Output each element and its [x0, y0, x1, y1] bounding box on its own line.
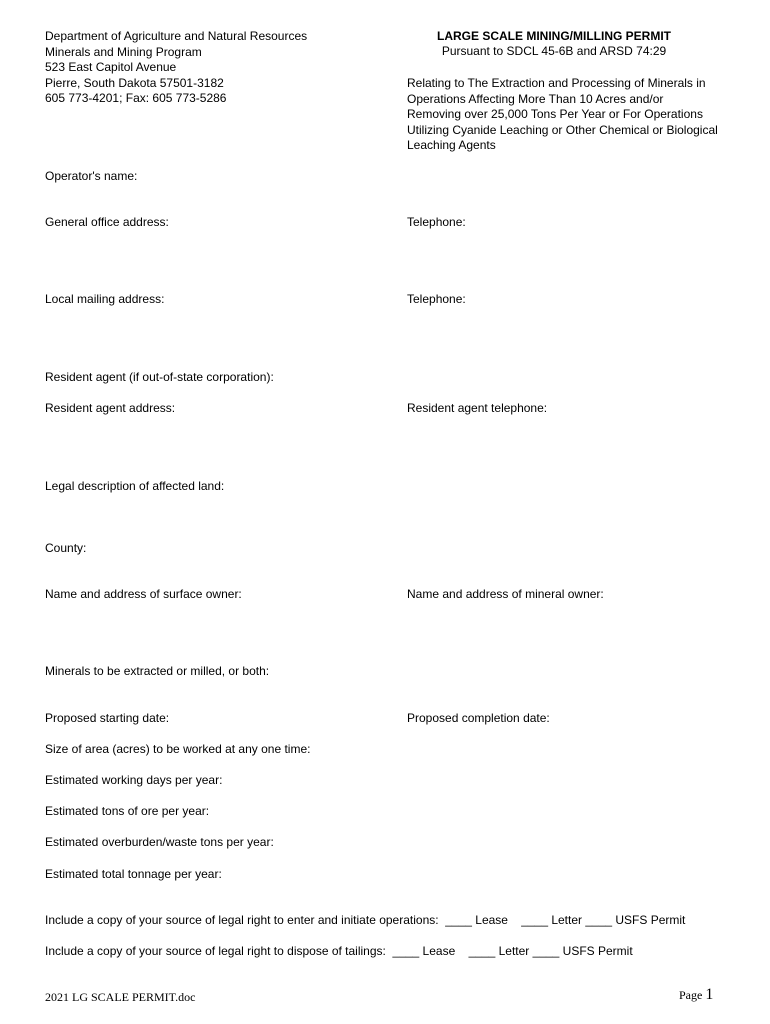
- footer-filename: 2021 LG SCALE PERMIT.doc: [45, 990, 196, 1004]
- telephone-label: Telephone:: [407, 292, 466, 306]
- telephone-label: Telephone:: [407, 215, 466, 229]
- general-office-address-label: General office address:: [45, 215, 169, 229]
- mineral-owner-label: Name and address of mineral owner:: [407, 587, 604, 601]
- resident-agent-telephone-label: Resident agent telephone:: [407, 401, 548, 415]
- operator-name-label: Operator's name:: [45, 169, 138, 183]
- overburden-tons-label: Estimated overburden/waste tons per year:: [45, 835, 274, 849]
- footer-page: [679, 987, 713, 1004]
- description-line: Removing over 25,000 Tons Per Year or For Operations: [407, 107, 703, 121]
- legal-right-tailings-line: Include a copy of your source of legal right to dispose of tailings: ____ Lease ____ Letter ____ USFS Permit: [45, 944, 633, 958]
- starting-date-label: Proposed starting date:: [45, 711, 170, 725]
- agency-line: Department of Agriculture and Natural Resources: [45, 29, 308, 43]
- description-line: Operations Affecting More Than 10 Acres and/or: [407, 91, 664, 106]
- description-line: Leaching Agents: [407, 138, 496, 152]
- total-tonnage-label: Estimated total tonnage per year:: [45, 867, 222, 881]
- legal-description-label: Legal description of affected land:: [45, 479, 225, 493]
- agency-line: Pierre, South Dakota 57501-3182: [45, 75, 224, 90]
- permit-description: [407, 76, 718, 154]
- minerals-label: Minerals to be extracted or milled, or both:: [45, 664, 270, 678]
- county-label: County:: [45, 541, 87, 555]
- working-days-label: Estimated working days per year:: [45, 773, 223, 787]
- area-size-label: Size of area (acres) to be worked at any one time:: [45, 742, 311, 756]
- page-number: 1: [705, 986, 714, 1003]
- description-line: Relating to The Extraction and Processing of Minerals in: [407, 76, 706, 90]
- description-line: Utilizing Cyanide Leaching or Other Chemical or Biological: [407, 122, 718, 137]
- permit-subtitle: Pursuant to SDCL 45-6B and ARSD 74:29: [441, 44, 667, 58]
- legal-right-operations-line: Include a copy of your source of legal right to enter and initiate operations: ____ Lease ____ Letter ____ USFS Permit: [45, 913, 686, 927]
- agency-line: Minerals and Mining Program: [45, 44, 202, 59]
- local-mailing-address-label: Local mailing address:: [45, 292, 165, 306]
- agency-line: 605 773-4201; Fax: 605 773-5286: [45, 91, 227, 105]
- agency-address-block: [45, 29, 307, 107]
- permit-title: LARGE SCALE MINING/MILLING PERMIT: [437, 29, 671, 43]
- surface-owner-label: Name and address of surface owner:: [45, 587, 242, 601]
- page-label: Page: [679, 988, 703, 1002]
- agency-line: 523 East Capitol Avenue: [45, 60, 177, 74]
- resident-agent-label: Resident agent (if out-of-state corporation):: [45, 370, 274, 384]
- completion-date-label: Proposed completion date:: [407, 711, 550, 725]
- resident-agent-address-label: Resident agent address:: [45, 401, 176, 415]
- ore-tons-label: Estimated tons of ore per year:: [45, 804, 210, 818]
